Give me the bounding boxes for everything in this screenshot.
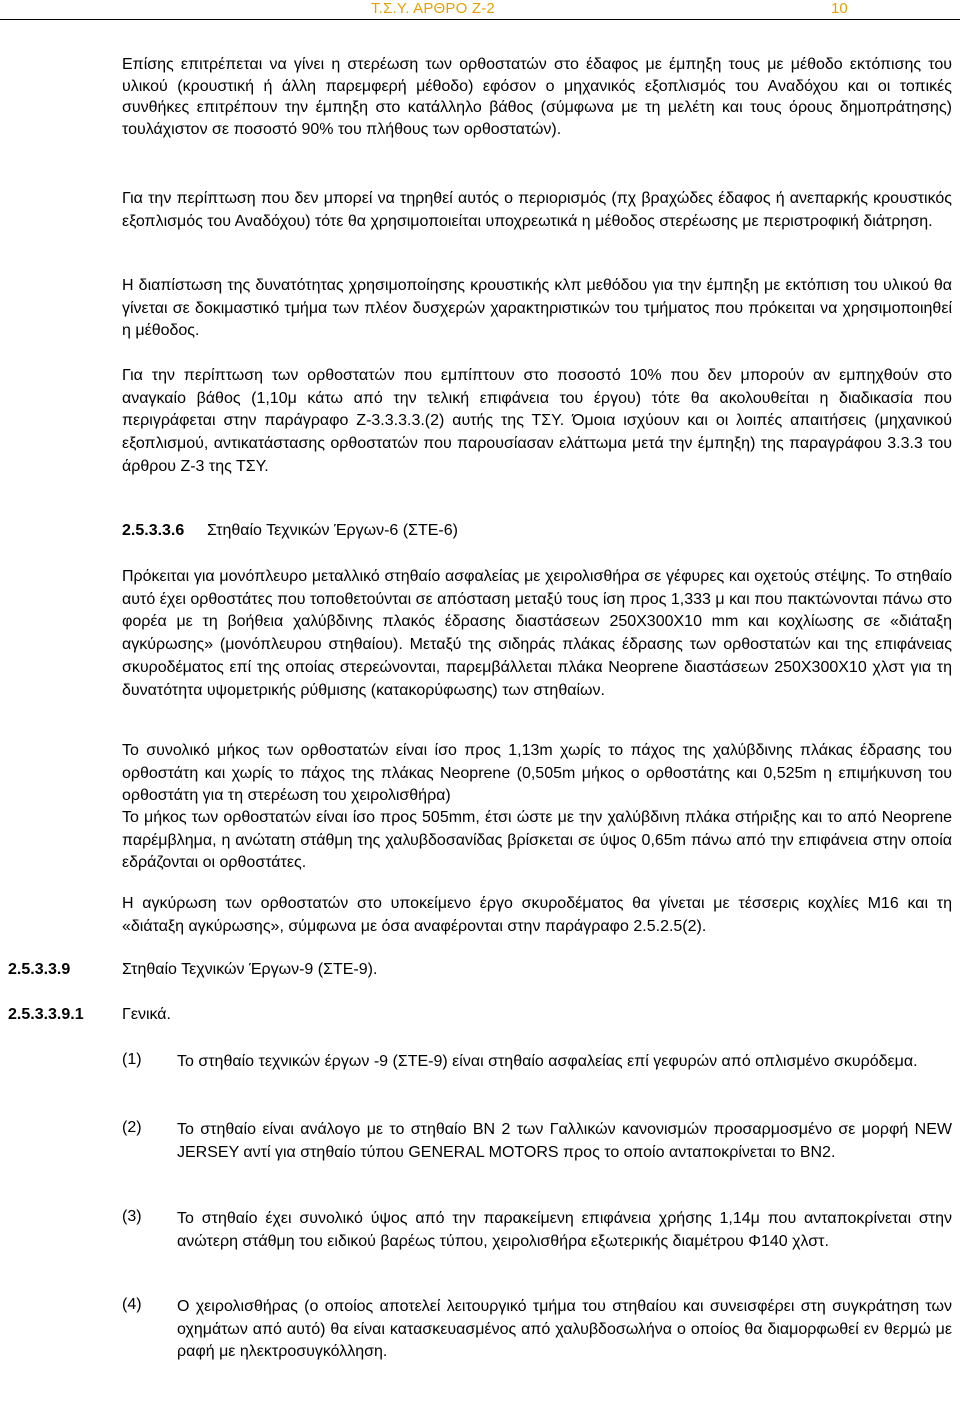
document-title: Τ.Σ.Υ. ΑΡΘΡΟ Ζ-2 xyxy=(371,0,495,17)
list-item-text: Το στηθαίο τεχνικών έργων -9 (ΣΤΕ-9) είναι στηθαίο ασφαλείας επί γεφυρών από οπλισμένο σκυρόδεμα. xyxy=(177,1053,918,1070)
list-item-number: (1) xyxy=(122,1051,142,1068)
paragraph-anchoring: Η αγκύρωση των ορθοστατών στο υποκείμενο έργο σκυροδέματος θα γίνεται με τέσσερις κοχλίες Μ16 και τη «διάταξη αγκύρωσης», σύμφωνα με όσα αναφέρονται στην παράγραφο 2.5.2.5(2). xyxy=(122,895,952,935)
section-number-general: 2.5.3.3.9.1 xyxy=(8,1006,84,1023)
section-number-ste9: 2.5.3.3.9 xyxy=(8,961,71,978)
section-title-ste6: Στηθαίο Τεχνικών Έργων-6 (ΣΤΕ-6) xyxy=(207,522,458,539)
paragraph-post-length: Το συνολικό μήκος των ορθοστατών είναι ίσο προς 1,13m χωρίς το πάχος της χαλύβδινης πλάκας έδρασης του ορθοστάτη και χωρίς το πάχος της πλάκας Neoprene (0,505m μήκος ο ορθοστάτης και 0,525m η επιμήκυνση του ορθοστάτη για τη στερέωση του χειρολισθήρα) xyxy=(122,742,952,805)
section-title-general: Γενικά. xyxy=(122,1006,171,1023)
section-title-ste9: Στηθαίο Τεχνικών Έργων-9 (ΣΤΕ-9). xyxy=(122,961,378,978)
list-item-number: (2) xyxy=(122,1119,142,1136)
paragraph-post-height: Το μήκος των ορθοστατών είναι ίσο προς 505mm, έτσι ώστε με την χαλύβδινη πλάκα στήριξης και το από Neoprene παρέμβλημα, η ανώτατη στάθμη της χαλυβδοσανίδας βρίσκεται σε ύψος 0,65m πάνω από την επιφάνεια στην οποία εδράζονται οι ορθοστάτες. xyxy=(122,809,953,872)
list-item-text: Το στηθαίο είναι ανάλογο με το στηθαίο ΒΝ 2 των Γαλλικών κανονισμών προσαρμοσμένο σε μορφή NEW JERSEY αντί για στηθαίο τύπου GENERAL MOTORS προς το οποίο ανταποκρίνεται το ΒΝ2. xyxy=(177,1121,952,1161)
list-item-text: Το στηθαίο έχει συνολικό ύψος από την παρακείμενη επιφάνεια χρήσης 1,14μ που ανταποκρίνεται στην ανώτερη στάθμη του ειδικού βαρέως τύπου, χειρολισθήρα εξωτερικής διαμέτρου Φ140 χλστ. xyxy=(177,1210,952,1250)
paragraph-ste6-description: Πρόκειται για μονόπλευρο μεταλλικό στηθαίο ασφαλείας με χειρολισθήρα σε γέφυρες και οχετούς στέψης. Το στηθαίο αυτό έχει ορθοστάτες που τοποθετούνται σε απόσταση μεταξύ τους ίση προς 1,333 μ και που πακτώνονται πάνω στο φορέα με τη βοήθεια χαλύβδινης πλακός έδρασης διαστάσεων 250Χ300Χ10 mm και κοχλίωσης σε «διάταξη αγκύρωσης» (μονόπλευρου στηθαίου). Μεταξύ της σιδηράς πλάκας έδρασης των ορθοστατών και της επιφάνειας σκυροδέματος επί της οποίας στερεώνονται, παρεμβάλλεται πλάκα Neoprene διαστάσεων 250Χ300Χ10 χλστ για τη δυνατότητα υψομετρικής ρύθμισης (κατακορύφωσης) των στηθαίων. xyxy=(122,568,952,699)
list-item-text: Ο χειρολισθήρας (ο οποίος αποτελεί λειτουργικό τμήμα του στηθαίου και συνεισφέρει στη συγκράτηση των οχημάτων από αυτό) θα είναι κατασκευασμένος από χαλυβδοσωλήνα ο οποίος θα διαμορφωθεί εν θερμώ με ραφή με ηλεκτροσυγκόλληση. xyxy=(177,1298,952,1361)
page-header xyxy=(0,0,960,20)
list-item-number: (4) xyxy=(122,1296,142,1313)
paragraph-installation-by-driving: Επίσης επιτρέπεται να γίνει η στερέωση των ορθοστατών στο έδαφος με έμπηξη τους με μέθοδο εκτόπισης του υλικού (κρουστική ή άλλη παρεμφερή μέθοδο) εφόσον ο μηχανικός εξοπλισμός του Αναδόχου και οι τοπικές συνθήκες επιτρέπουν την έμπηξη στο κατάλληλο βάθος (σύμφωνα με τη μελέτη και τους όρους δημοπράτησης) τουλάχιστον σε ποσοστό 90% του πλήθους των ορθοστατών). xyxy=(122,56,952,138)
paragraph-rotary-drilling: Για την περίπτωση που δεν μπορεί να τηρηθεί αυτός ο περιορισμός (πχ βραχώδες έδαφος ή ανεπαρκής κρουστικός εξοπλισμός του Αναδόχου) τότε θα χρησιμοποιείται υποχρεωτικά η μέθοδος στερέωσης με περιστροφική διάτρηση. xyxy=(122,190,952,230)
paragraph-trial-section: Η διαπίστωση της δυνατότητας χρησιμοποίησης κρουστικής κλπ μεθόδου για την έμπηξη με εκτόπιση του υλικού θα γίνεται σε δοκιμαστικό τμήμα των πλέον δυσχερών χαρακτηριστικών του τμήματος που πρόκειται να χρησιμοποιηθεί η μέθοδος. xyxy=(122,277,952,340)
list-item-number: (3) xyxy=(122,1208,142,1225)
paragraph-ten-percent-case: Για την περίπτωση των ορθοστατών που εμπίπτουν στο ποσοστό 10% που δεν μπορούν αν εμπηχθούν στο αναγκαίο βάθος (1,10μ κάτω από την τελική επιφάνεια του έργου) τότε θα ακολουθείται η διαδικασία που περιγράφεται στην παράγραφο Ζ-3.3.3.3.(2) αυτής της ΤΣΥ. Όμοια ισχύουν και οι λοιπές απαιτήσεις (μηχανικού εξοπλισμού, αντικατάστασης ορθοστατών που παρουσίασαν ελάττωμα μετά την έμπηξη) της παραγράφου 3.3.3 του άρθρου Ζ-3 της ΤΣΥ. xyxy=(122,367,952,475)
section-number-ste6: 2.5.3.3.6 xyxy=(122,522,185,539)
page-number: 10 xyxy=(831,0,848,17)
